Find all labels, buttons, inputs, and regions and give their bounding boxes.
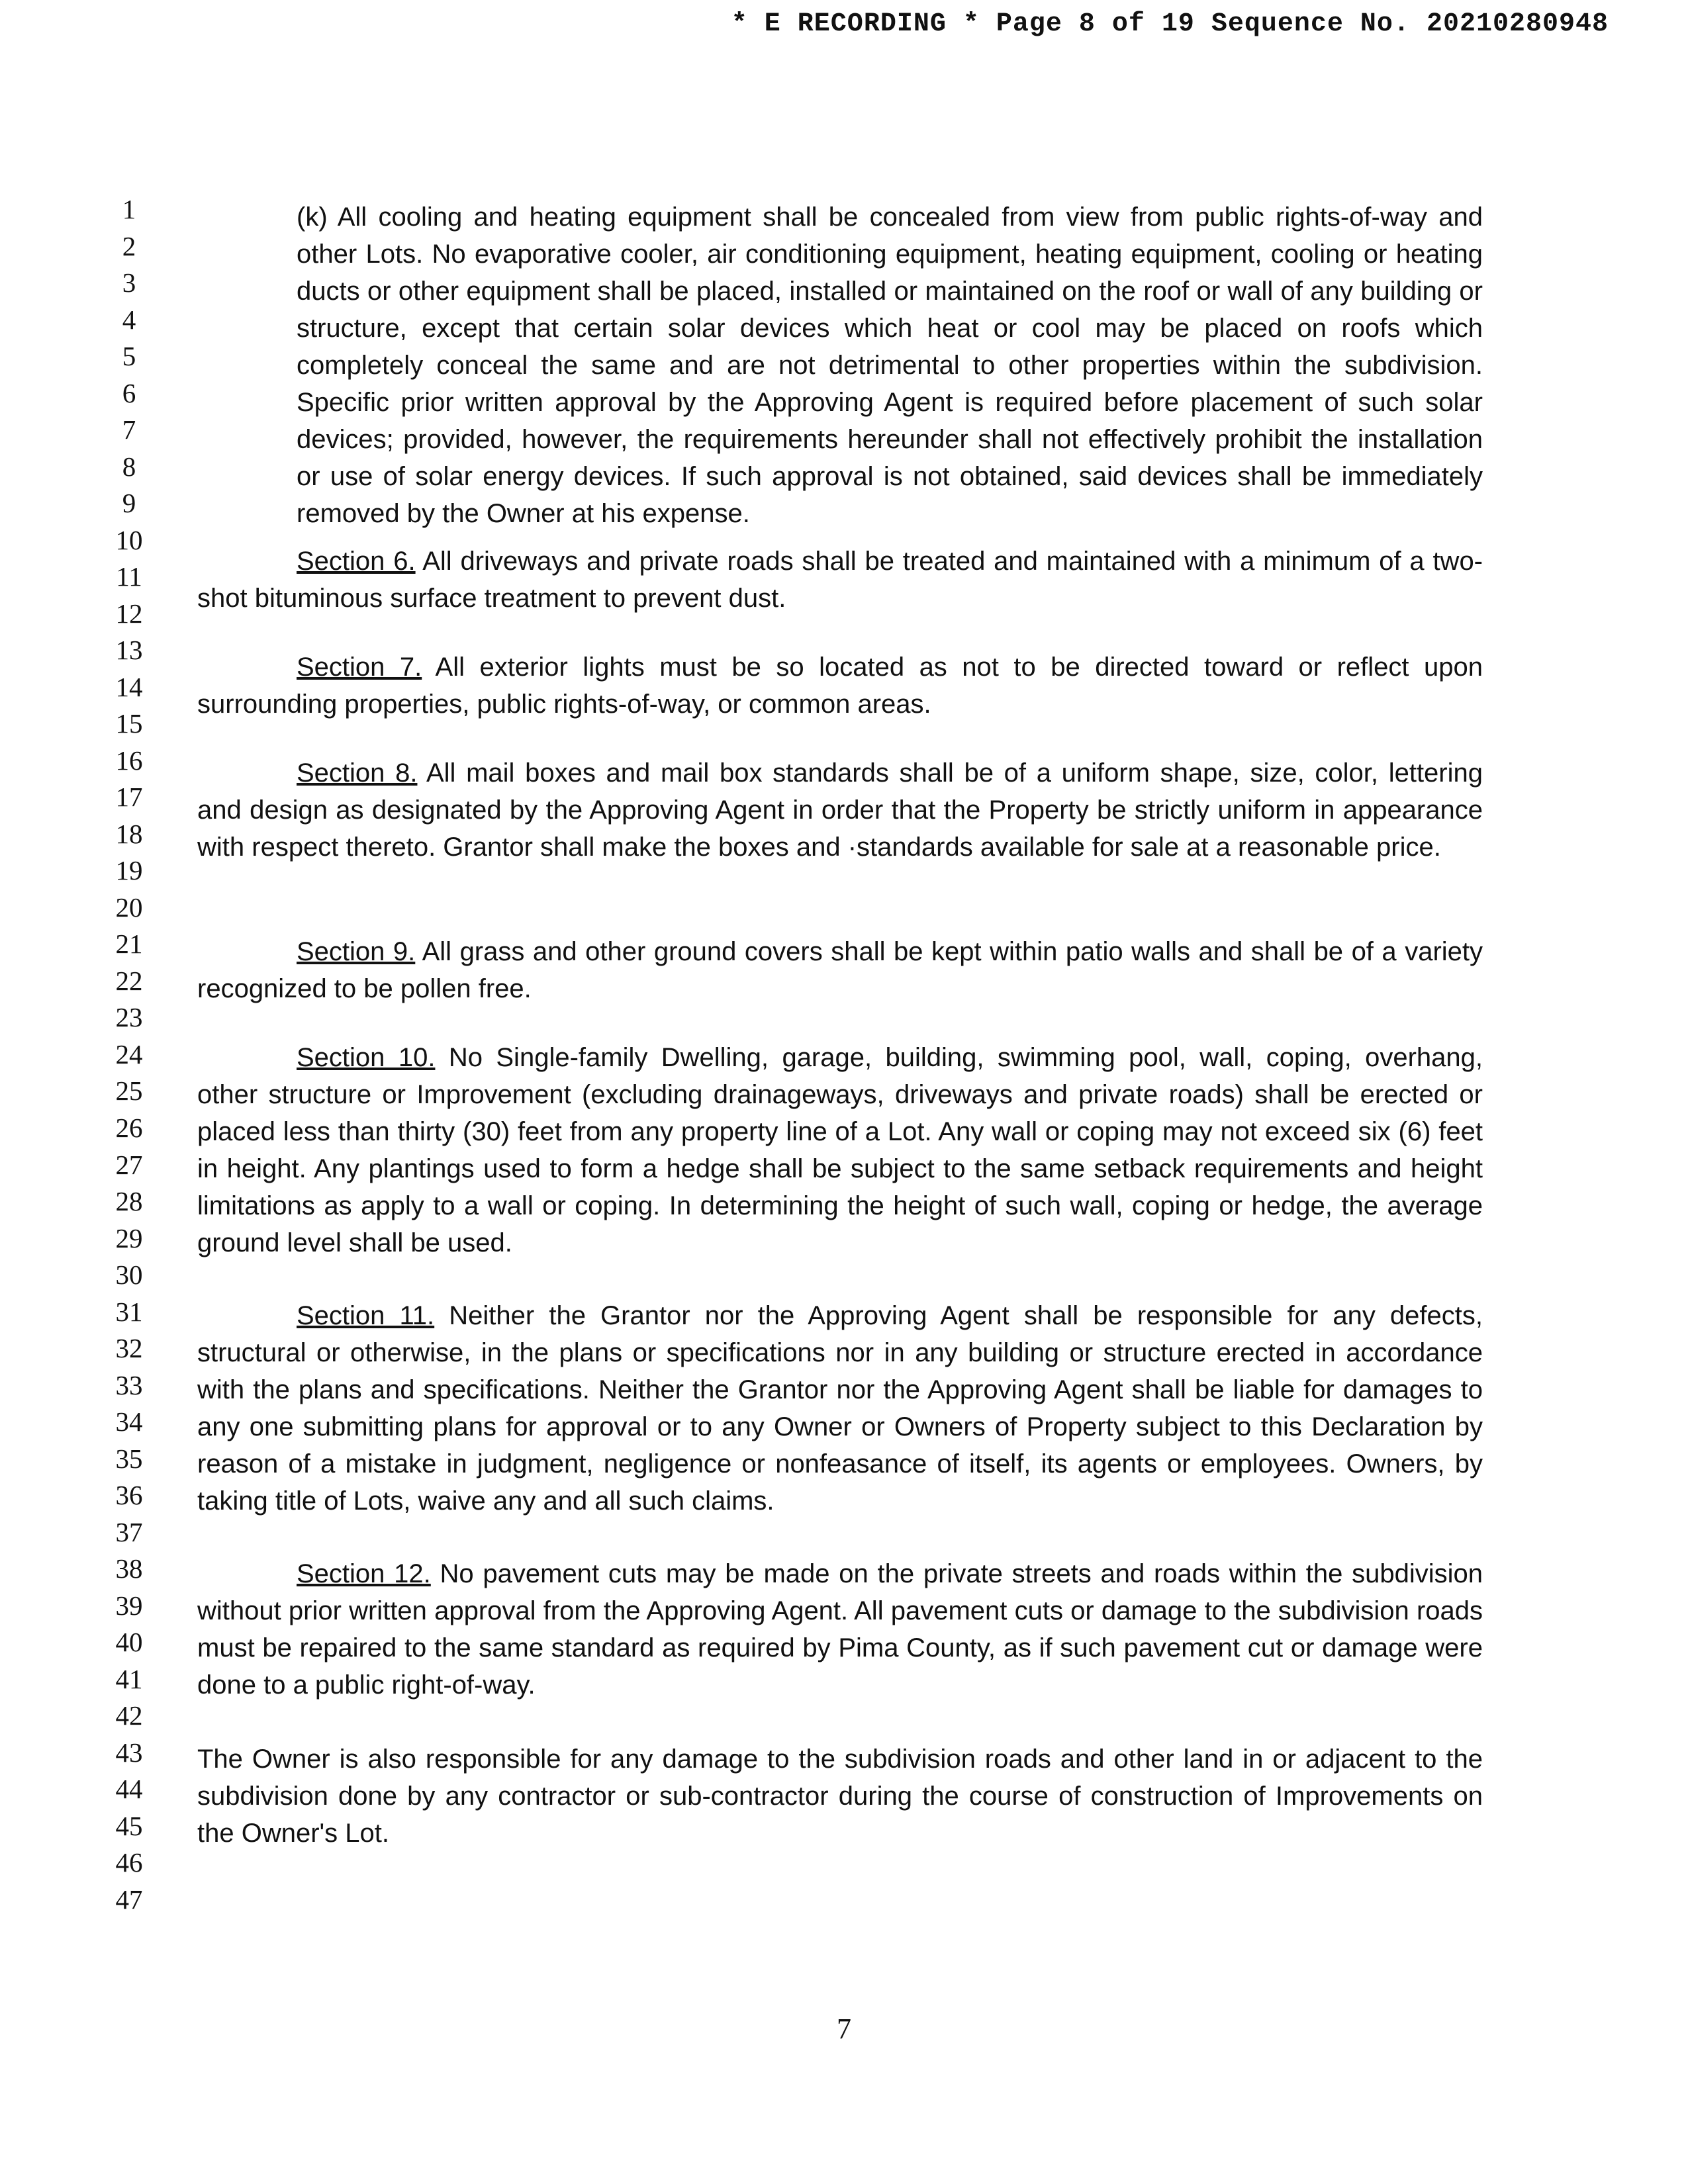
- section-8-heading: Section 8.: [297, 758, 418, 788]
- line-number: 30: [115, 1259, 143, 1291]
- line-number: 20: [115, 891, 143, 923]
- line-number: 42: [115, 1700, 143, 1731]
- line-number: 44: [115, 1774, 143, 1805]
- line-number: 29: [115, 1222, 143, 1253]
- line-number: 14: [115, 671, 143, 702]
- section-10-text: No Single-family Dwelling, garage, building, swimming pool, wall, coping, overhang, other structure or Improvement (excluding drainageways, driveways and private roads) shall be erected or placed less than thirty (30) feet from any property line of a Lot. Any wall or coping may not exceed six (6) feet in height. Any plantings used to form a hedge shall be subject to the same setback requirements and height limitations as apply to a wall or coping. In determining the height of such wall, coping or hedge, the average ground level shall be used.: [197, 1043, 1483, 1257]
- recording-header: * E RECORDING * Page 8 of 19 Sequence No. 20210280948: [731, 9, 1609, 39]
- page-number: 7: [837, 2013, 851, 2045]
- line-number: 12: [115, 598, 143, 629]
- section-12-heading: Section 12.: [297, 1559, 431, 1588]
- line-number: 34: [115, 1406, 143, 1437]
- line-number: 39: [115, 1590, 143, 1621]
- line-number: 1: [122, 194, 136, 224]
- section-11-text: Neither the Grantor nor the Approving Agent shall be responsible for any defects, structural or otherwise, in the plans or specifications nor in any building or structure erected in accordance with the plans and specifications. Neither the Grantor nor the Approving Agent shall be liable for damages to any one submitting plans for approval or to any Owner or Owners of Property subject to this Declaration by reason of a mistake in judgment, negligence or nonfeasance of itself, its agents or employees. Owners, by taking title of Lots, waive any and all such claims.: [197, 1301, 1483, 1516]
- line-number: 5: [122, 341, 136, 372]
- line-number: 13: [115, 635, 143, 666]
- line-number: 22: [115, 965, 143, 996]
- section-9-heading: Section 9.: [297, 937, 416, 966]
- section-6: [197, 543, 1483, 617]
- line-number: 7: [122, 414, 136, 445]
- line-number: 4: [122, 304, 136, 335]
- line-number: 28: [115, 1186, 143, 1217]
- line-number: 33: [115, 1369, 143, 1400]
- section-11-heading: Section 11.: [297, 1301, 435, 1330]
- line-number: 18: [115, 818, 143, 849]
- paragraph-k: (k) All cooling and heating equipment shall be concealed from view from public rights-of-way and other Lots. No evaporative cooler, air conditioning equipment, heating equipment, cooling or heating ducts or other equipment shall be placed, installed or maintained on the roof or wall of any building or structure, except that certain solar devices which heat or cool may be placed on roofs which completely conceal the same and are not detrimental to other properties within the subdivision. Specific prior written approval by the Approving Agent is required before placement of such solar devices; provided, however, the requirements hereunder shall not effectively prohibit the installation or use of solar energy devices. If such approval is not obtained, said devices shall be immediately removed by the Owner at his expense.: [297, 203, 1483, 528]
- line-number: 27: [115, 1149, 143, 1180]
- line-number: 36: [115, 1480, 143, 1511]
- line-number: 26: [115, 1113, 143, 1143]
- line-number: 43: [115, 1737, 143, 1768]
- section-6-text: All driveways and private roads shall be treated and maintained with a minimum of a two-shot bituminous surface treatment to prevent dust.: [197, 547, 1483, 613]
- line-number: 10: [115, 524, 143, 555]
- section-9-text: All grass and other ground covers shall be kept within patio walls and shall be of a variety recognized to be pollen free.: [197, 937, 1483, 1003]
- line-number: 41: [115, 1663, 143, 1694]
- line-number: 17: [115, 782, 143, 813]
- line-number: 11: [116, 561, 142, 592]
- section-8: [197, 754, 1483, 866]
- section-10: [197, 1039, 1483, 1261]
- line-number: 19: [115, 855, 143, 886]
- line-number: 8: [122, 451, 136, 482]
- section-7-heading: Section 7.: [297, 653, 422, 682]
- section-11: [197, 1297, 1483, 1520]
- line-number: 37: [115, 1516, 143, 1547]
- line-number: 32: [115, 1333, 143, 1364]
- line-number: 3: [122, 267, 136, 298]
- section-6-heading: Section 6.: [297, 547, 416, 576]
- line-number: 16: [115, 745, 143, 776]
- line-number: 15: [115, 708, 143, 739]
- section-10-heading: Section 10.: [297, 1043, 436, 1072]
- line-number: 24: [115, 1038, 143, 1069]
- section-12-text: No pavement cuts may be made on the private streets and roads within the subdivision without prior written approval from the Approving Agent. All pavement cuts or damage to the subdivision roads must be repaired to the same standard as required by Pima County, as if such pavement cut or damage were done to a public right-of-way.: [197, 1559, 1483, 1700]
- line-number: 21: [115, 929, 143, 960]
- owner-responsibility-paragraph: The Owner is also responsible for any damage to the subdivision roads and other land in or adjacent to the subdivision done by any contractor or sub-contractor during the course of construction of Improvements on the Owner's Lot.: [197, 1745, 1483, 1848]
- line-number: 9: [122, 488, 136, 519]
- line-number: 40: [115, 1627, 143, 1658]
- section-9: [197, 933, 1483, 1007]
- section-12: [197, 1555, 1483, 1704]
- line-number: 23: [115, 1002, 143, 1033]
- line-number: 25: [115, 1075, 143, 1107]
- line-number: 38: [115, 1553, 143, 1584]
- section-7: [197, 649, 1483, 723]
- line-number: 46: [115, 1847, 143, 1878]
- line-number: 31: [115, 1296, 143, 1327]
- line-number: 35: [115, 1443, 143, 1474]
- section-7-text: All exterior lights must be so located as not to be directed toward or reflect upon surrounding properties, public rights-of-way, or common areas.: [197, 653, 1483, 719]
- line-number: 47: [115, 1884, 143, 1915]
- line-number: 45: [115, 1810, 143, 1841]
- line-number: 6: [122, 377, 136, 408]
- section-8-text: All mail boxes and mail box standards shall be of a uniform shape, size, color, lettering and design as designated by the Approving Agent in order that the Property be strictly uniform in appearance with respect thereto. Grantor shall make the boxes and ·standards available for sale at a reasonable price.: [197, 758, 1483, 862]
- line-number: 2: [122, 230, 136, 261]
